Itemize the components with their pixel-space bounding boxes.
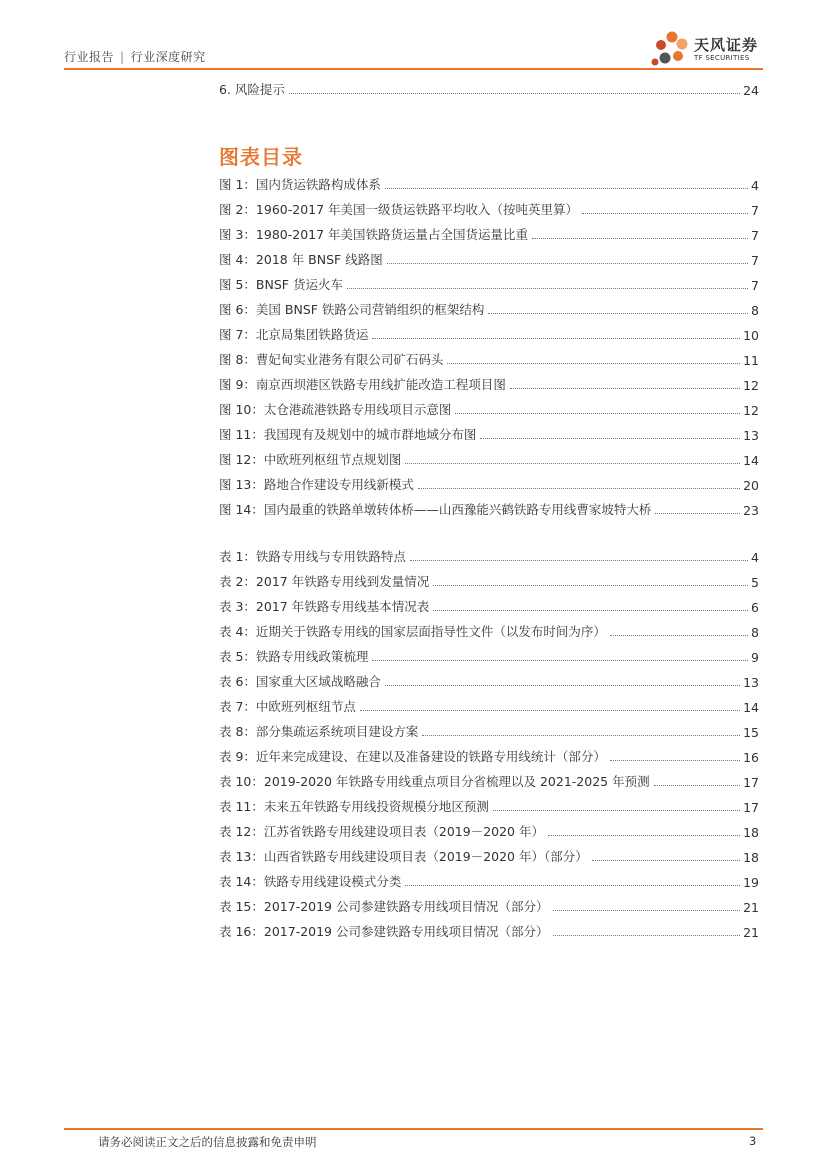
- figure-entry-title: 图 2：1960-2017 年美国一级货运铁路平均收入（按吨英里算）: [219, 202, 579, 217]
- table-entry[interactable]: [219, 595, 759, 615]
- table-entry-page: 15: [743, 725, 759, 740]
- table-entry[interactable]: [219, 545, 759, 565]
- table-entry-title: 表 14：铁路专用线建设模式分类: [219, 874, 402, 889]
- logo-text-en: TF SECURITIES: [694, 54, 750, 62]
- toc-leader-dots: [405, 462, 740, 464]
- table-entry[interactable]: [219, 920, 759, 940]
- figure-entry[interactable]: [219, 173, 759, 193]
- figure-entry-title: 图 11：我国现有及规划中的城市群地域分布图: [219, 427, 477, 442]
- toc-leader-dots: [347, 287, 748, 289]
- table-entry-page: 19: [743, 875, 759, 890]
- figure-entry[interactable]: [219, 273, 759, 293]
- page-number: 3: [749, 1134, 757, 1148]
- figure-entry[interactable]: [219, 448, 759, 468]
- toc-leader-dots: [488, 312, 748, 314]
- logo-text-cn: 天风证券: [694, 36, 759, 54]
- toc-entry-risk[interactable]: [219, 78, 759, 98]
- table-entry-page: 14: [743, 700, 759, 715]
- figure-entry[interactable]: [219, 498, 759, 518]
- figure-entry-title: 图 13：路地合作建设专用线新模式: [219, 477, 414, 492]
- table-entry-title: 表 13：山西省铁路专用线建设项目表（2019－2020 年）（部分）: [219, 849, 588, 864]
- table-entry-page: 6: [751, 600, 759, 615]
- table-entry-page: 5: [751, 575, 759, 590]
- toc-leader-dots: [610, 634, 748, 636]
- table-entry[interactable]: [219, 570, 759, 590]
- table-entry[interactable]: [219, 770, 759, 790]
- toc-leader-dots: [410, 559, 748, 561]
- toc-leader-dots: [372, 337, 740, 339]
- table-entry-title: 表 2：2017 年铁路专用线到发量情况: [219, 574, 430, 589]
- table-entry-page: 18: [743, 825, 759, 840]
- toc-leader-dots: [553, 909, 741, 911]
- table-entry-title: 表 9：近年来完成建设、在建以及准备建设的铁路专用线统计（部分）: [219, 749, 606, 764]
- toc-leader-dots: [433, 584, 748, 586]
- toc-entry-title: 6. 风险提示: [219, 82, 285, 97]
- table-entry[interactable]: [219, 645, 759, 665]
- toc-leader-dots: [592, 859, 740, 861]
- figure-entry-title: 图 3：1980-2017 年美国铁路货运量占全国货运量比重: [219, 227, 529, 242]
- table-entry-page: 9: [751, 650, 759, 665]
- header-separator: |: [120, 50, 125, 64]
- table-entry-title: 表 4：近期关于铁路专用线的国家层面指导性文件（以发布时间为序）: [219, 624, 606, 639]
- figure-entry[interactable]: [219, 423, 759, 443]
- table-entry-title: 表 7：中欧班列枢纽节点: [219, 699, 356, 714]
- toc-leader-dots: [360, 709, 740, 711]
- figure-entry[interactable]: [219, 398, 759, 418]
- figure-entry-page: 7: [751, 228, 759, 243]
- table-entry-page: 18: [743, 850, 759, 865]
- table-entry[interactable]: [219, 870, 759, 890]
- toc-leader-dots: [582, 212, 748, 214]
- toc-leader-dots: [385, 187, 748, 189]
- table-entry-page: 17: [743, 775, 759, 790]
- table-entry-title: 表 6：国家重大区域战略融合: [219, 674, 381, 689]
- toc-leader-dots: [532, 237, 748, 239]
- section-title: 图表目录: [219, 145, 303, 169]
- tf-securities-logo: [650, 30, 770, 70]
- toc-leader-dots: [553, 934, 741, 936]
- table-entry-page: 21: [743, 925, 759, 940]
- header-breadcrumb: [64, 48, 206, 65]
- figure-entry[interactable]: [219, 373, 759, 393]
- figure-entry-title: 图 4：2018 年 BNSF 线路图: [219, 252, 383, 267]
- report-subtype: 行业深度研究: [130, 50, 206, 64]
- flower-logo-icon: [650, 30, 692, 70]
- figure-entry-title: 图 1：国内货运铁路构成体系: [219, 177, 381, 192]
- toc-leader-dots: [654, 784, 741, 786]
- table-entry-title: 表 12：江苏省铁路专用线建设项目表（2019－2020 年）: [219, 824, 544, 839]
- table-entry[interactable]: [219, 795, 759, 815]
- toc-leader-dots: [510, 387, 740, 389]
- header-rule: [64, 68, 763, 70]
- table-entry-title: 表 11：未来五年铁路专用线投资规模分地区预测: [219, 799, 489, 814]
- figure-entry-page: 8: [751, 303, 759, 318]
- figure-entry-page: 23: [743, 503, 759, 518]
- figure-entry[interactable]: [219, 473, 759, 493]
- report-type: 行业报告: [64, 50, 115, 64]
- toc-leader-dots: [610, 759, 740, 761]
- table-entry[interactable]: [219, 820, 759, 840]
- figure-entry-title: 图 8：曹妃甸实业港务有限公司矿石码头: [219, 352, 444, 367]
- table-entry-title: 表 8：部分集疏运系统项目建设方案: [219, 724, 419, 739]
- table-entry[interactable]: [219, 845, 759, 865]
- toc-leader-dots: [405, 884, 740, 886]
- toc-leader-dots: [548, 834, 740, 836]
- table-entry[interactable]: [219, 895, 759, 915]
- figure-entry-page: 11: [743, 353, 759, 368]
- table-entry-title: 表 5：铁路专用线政策梳理: [219, 649, 369, 664]
- table-entry-title: 表 16：2017-2019 公司参建铁路专用线项目情况（部分）: [219, 924, 549, 939]
- figure-entry[interactable]: [219, 198, 759, 218]
- figure-entry-page: 13: [743, 428, 759, 443]
- figure-entry[interactable]: [219, 248, 759, 268]
- figure-entry-title: 图 14：国内最重的铁路单墩转体桥——山西豫能兴鹤铁路专用线曹家坡特大桥: [219, 502, 652, 517]
- figure-entry-page: 7: [751, 203, 759, 218]
- figure-entry-title: 图 9：南京西坝港区铁路专用线扩能改造工程项目图: [219, 377, 506, 392]
- figure-entry-page: 14: [743, 453, 759, 468]
- figure-entry-page: 12: [743, 403, 759, 418]
- toc-leader-dots: [433, 609, 748, 611]
- table-entry-page: 21: [743, 900, 759, 915]
- figure-entry-page: 10: [743, 328, 759, 343]
- toc-leader-dots: [418, 487, 740, 489]
- toc-leader-dots: [493, 809, 740, 811]
- table-entry[interactable]: [219, 695, 759, 715]
- figure-entry[interactable]: [219, 298, 759, 318]
- table-entry-page: 8: [751, 625, 759, 640]
- figure-entry-title: 图 6：美国 BNSF 铁路公司营销组织的框架结构: [219, 302, 485, 317]
- figure-entry[interactable]: [219, 348, 759, 368]
- figure-entry[interactable]: [219, 323, 759, 343]
- figure-entry-page: 12: [743, 378, 759, 393]
- table-entry-page: 4: [751, 550, 759, 565]
- table-entry-page: 16: [743, 750, 759, 765]
- table-entry[interactable]: [219, 720, 759, 740]
- figure-entry-page: 20: [743, 478, 759, 493]
- toc-leader-dots: [387, 262, 748, 264]
- table-entry[interactable]: [219, 670, 759, 690]
- table-entry-title: 表 3：2017 年铁路专用线基本情况表: [219, 599, 430, 614]
- table-entry-title: 表 15：2017-2019 公司参建铁路专用线项目情况（部分）: [219, 899, 549, 914]
- toc-leader-dots: [455, 412, 740, 414]
- table-entry-page: 13: [743, 675, 759, 690]
- figure-entry-page: 4: [751, 178, 759, 193]
- figure-entry-title: 图 10：太仓港疏港铁路专用线项目示意图: [219, 402, 452, 417]
- table-entry[interactable]: [219, 745, 759, 765]
- figure-entry[interactable]: [219, 223, 759, 243]
- toc-leader-dots: [447, 362, 740, 364]
- figure-entry-title: 图 5：BNSF 货运火车: [219, 277, 343, 292]
- toc-leader-dots: [385, 684, 740, 686]
- toc-leader-dots: [655, 512, 740, 514]
- toc-leader-dots: [372, 659, 748, 661]
- toc-leader-dots: [422, 734, 740, 736]
- figure-entry-page: 7: [751, 253, 759, 268]
- table-entry-page: 17: [743, 800, 759, 815]
- figure-entry-title: 图 7：北京局集团铁路货运: [219, 327, 369, 342]
- table-entry-title: 表 10：2019-2020 年铁路专用线重点项目分省梳理以及 2021-2025 年预测: [219, 774, 650, 789]
- table-entry-title: 表 1：铁路专用线与专用铁路特点: [219, 549, 406, 564]
- footer-rule: [64, 1128, 763, 1130]
- toc-leader-dots: [289, 92, 740, 94]
- figure-entry-page: 7: [751, 278, 759, 293]
- footer-disclaimer: 请务必阅读正文之后的信息披露和免责申明: [98, 1135, 317, 1149]
- figure-entry-title: 图 12：中欧班列枢纽节点规划图: [219, 452, 402, 467]
- toc-entry-page: 24: [743, 83, 759, 98]
- toc-leader-dots: [480, 437, 740, 439]
- table-entry[interactable]: [219, 620, 759, 640]
